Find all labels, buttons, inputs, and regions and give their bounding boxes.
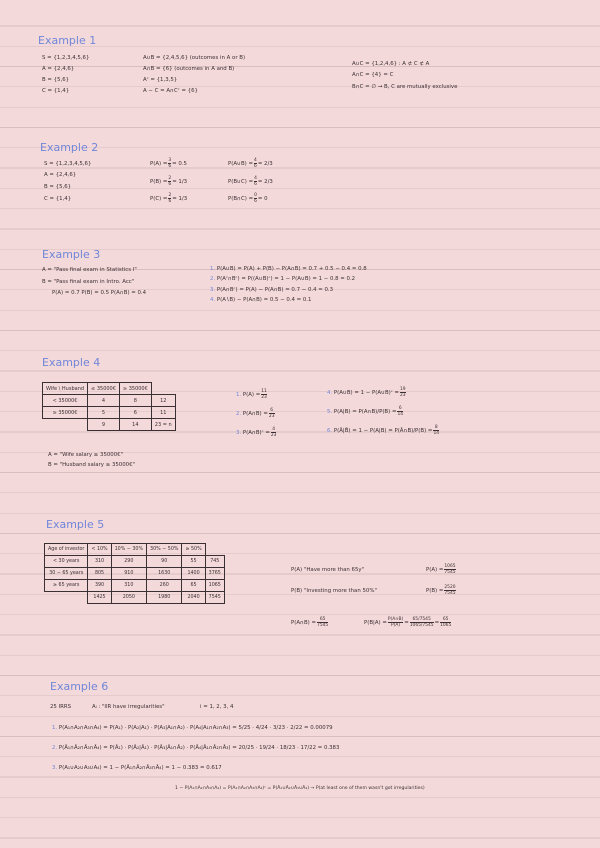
intersection-ab: A∩B = {6} (outcomes in A and B)	[143, 66, 235, 72]
table-cell: 55	[182, 556, 205, 568]
prob-b-given-a: P(B|A) = $\frac{P(A\cap B)}{P(A)}$ = $\frac{65/7545}{1065/7545}$ = $\frac{65}{1065}$	[364, 617, 452, 628]
table-cell: ≤ 35000€	[88, 383, 120, 395]
event-a-def: P(A) "Have more than 65y"	[291, 567, 365, 573]
investor-table	[44, 543, 225, 604]
table-cell	[43, 419, 88, 431]
table-cell: 11	[151, 407, 175, 419]
prob-a: P(A) = $\frac{1065}{7545}$	[426, 564, 456, 575]
ex3-item-3: 3. P(A∩Bᶜ) = P(A) − P(A∩B) = 0.7 − 0.4 = 0.3	[210, 287, 334, 293]
set-s: S = {1,2,3,4,5,6}	[42, 55, 90, 61]
example-3-heading: Example 3	[42, 248, 101, 261]
event-b-def: P(B) "Investing more than 50%"	[291, 588, 377, 594]
ex6-item-3: 3. P(A₁∪A₂∪A₃∪A₄) = 1 − P(Ā₁∩Ā₂∩Ā₃∩Ā₄) = 1 − 0.383 = 0.617	[52, 765, 222, 771]
example-1-heading: Example 1	[38, 34, 97, 47]
ex4-item-1: 1. P(A) = $\frac{11}{23}$	[236, 389, 267, 400]
ex6-population: 25 IRRS	[50, 704, 72, 710]
event-a-def: A = "Wife salary ≥ 35000€"	[48, 452, 124, 458]
table-cell: 65	[182, 580, 205, 592]
ex3-item-4: 4. P(A∖B) − P(A∩B) = 0.5 − 0.4 = 0.1	[210, 297, 312, 303]
table-cell: 2040	[182, 592, 205, 604]
table-row	[45, 544, 225, 556]
set-a: A = {2,4,6}	[42, 66, 75, 72]
ex6-index-range: i = 1, 2, 3, 4	[200, 704, 234, 710]
table-cell: < 10%	[88, 544, 111, 556]
set-c: C = {1,4}	[42, 88, 70, 94]
table-cell: Wife \ Husband	[43, 383, 88, 395]
intersection-ac: A∩C = {4} = C	[352, 72, 394, 78]
example-5-heading: Example 5	[46, 518, 105, 531]
union-ac: A∪C = {1,2,4,6} : A ⊄ C ⊄ A	[352, 61, 430, 67]
table-row	[45, 568, 225, 580]
table-cell	[151, 383, 175, 395]
complement-a: Aᶜ = {1,3,5}	[143, 77, 178, 83]
table-cell: 910	[111, 568, 146, 580]
given-probs: P(A) = 0.7 P(B) = 0.5 P(A∩B) = 0.4	[52, 290, 147, 296]
table-cell: ≥ 50%	[182, 544, 205, 556]
set-a: A = {2,4,6}	[44, 172, 77, 178]
set-b: B = {5,6}	[44, 184, 72, 190]
table-cell: 2050	[111, 592, 146, 604]
event-b-def: B = "Husband salary ≥ 35000€"	[48, 462, 135, 468]
ex4-item-6: 6. P(Ā|B̄) = 1 − P(A|B) = P(Ā∩B)/P(B) = $\frac{8}{14}$	[327, 425, 440, 436]
prob-a-int-b: P(A∩B) = $\frac{65}{7545}$	[291, 617, 329, 628]
ex6-item-1: 1. P(A₁∩A₂∩A₃∩A₄) = P(A₁) · P(A₂|A₁) · P(A₃|A₁∩A₂) · P(A₄|A₁∩A₂∩A₃) = 5/25 · 4/24 · 3/23 · 2/22 = 0.00079	[52, 725, 333, 731]
table-row	[43, 395, 176, 407]
table-cell: Age of investor	[45, 544, 88, 556]
set-s: S = {1,2,3,4,5,6}	[44, 161, 92, 167]
table-cell: 30 − 65 years	[45, 568, 88, 580]
table-cell	[45, 592, 88, 604]
salary-contingency-table	[42, 382, 176, 431]
table-cell: < 30 years	[45, 556, 88, 568]
table-row	[45, 592, 225, 604]
table-row	[43, 419, 176, 431]
prob-a: P(A) = $\frac{3}{6}$ = 0.5	[150, 158, 187, 169]
ex3-item-2: 2. P(Aᶜ∩Bᶜ) = P((A∪B)ᶜ) = 1 − P(A∪B) = 1 − 0.8 = 0.2	[210, 276, 356, 282]
table-cell: ≥ 35000€	[43, 407, 88, 419]
table-cell: 1065	[205, 580, 224, 592]
table-cell: 14	[119, 419, 151, 431]
table-cell: 310	[111, 580, 146, 592]
table-cell: 6	[119, 407, 151, 419]
table-cell: 1400	[182, 568, 205, 580]
prob-b: P(B) = $\frac{2520}{7545}$	[426, 585, 456, 596]
ex3-item-1: 1. P(A∪B) = P(A) + P(B) − P(A∩B) = 0.7 + 0.5 − 0.4 = 0.8	[210, 266, 367, 272]
table-cell: 745	[205, 556, 224, 568]
table-row	[45, 580, 225, 592]
table-cell: ≥ 35000€	[119, 383, 151, 395]
prob-b-int-c: P(B∩C) = $\frac{0}{6}$ = 0	[228, 193, 268, 204]
prob-b: P(B) = $\frac{2}{6}$ = 1/3	[150, 176, 188, 187]
event-a: A = "Pass final exam in Statistics I"	[42, 267, 137, 273]
table-cell: < 35000€	[43, 395, 88, 407]
ex4-item-5: 5. P(A|B) = P(A∩B)/P(B) = $\frac{6}{14}$	[327, 406, 404, 417]
table-cell: 30% − 50%	[147, 544, 182, 556]
table-cell: 290	[111, 556, 146, 568]
table-cell: 310	[88, 556, 111, 568]
table-cell	[205, 544, 224, 556]
table-cell: 805	[88, 568, 111, 580]
table-cell: 9	[88, 419, 120, 431]
event-b: B = "Pass final exam in Intro. Acc"	[42, 279, 135, 285]
table-row	[43, 407, 176, 419]
table-cell: 1980	[147, 592, 182, 604]
example-6-heading: Example 6	[50, 680, 109, 693]
prob-b-union-c: P(B∪C) = $\frac{4}{6}$ = 2/3	[228, 176, 273, 187]
set-b: B = {5,6}	[42, 77, 70, 83]
ex6-item-2: 2. P(Ā₁∩Ā₂∩Ā₃∩Ā₄) = P(Ā₁) · P(Ā₂|Ā₁) · P(Ā₃|Ā₁∩Ā₂) · P(Ā₄|Ā₁∩Ā₂∩Ā₃) = 20/25 · 19/24 · 18/23 · 17/22 = 0.383	[52, 745, 340, 751]
table-cell: 4	[88, 395, 120, 407]
ex4-item-3: 3. P(A∩B)ᶜ = $\frac{4}{23}$	[236, 427, 277, 438]
example-2-heading: Example 2	[40, 141, 99, 154]
table-cell: 5	[88, 407, 120, 419]
table-row	[43, 383, 176, 395]
ex4-item-4: 4. P(A∪B) = 1 − P(A∪B)ᶜ = $\frac{19}{23}$	[327, 387, 406, 398]
prob-c: P(C) = $\frac{2}{6}$ = 1/3	[150, 193, 188, 204]
example-4-heading: Example 4	[42, 356, 101, 369]
table-cell: 10% − 30%	[111, 544, 146, 556]
table-cell: 23 = n	[151, 419, 175, 431]
table-cell: 12	[151, 395, 175, 407]
ex4-item-2: 2. P(A∩B) = $\frac{6}{23}$	[236, 408, 275, 419]
set-c: C = {1,4}	[44, 196, 72, 202]
table-cell: 7545	[205, 592, 224, 604]
table-cell: 8	[119, 395, 151, 407]
union-ab: A∪B = {2,4,5,6} (outcomes in A or B)	[143, 55, 246, 61]
table-cell: 390	[88, 580, 111, 592]
table-cell: 260	[147, 580, 182, 592]
table-row	[45, 556, 225, 568]
table-cell: 1630	[147, 568, 182, 580]
table-cell: 3765	[205, 568, 224, 580]
prob-a-union-b: P(A∪B) = $\frac{4}{6}$ = 2/3	[228, 158, 273, 169]
table-cell: 90	[147, 556, 182, 568]
intersection-bc: B∩C = ∅ → B, C are mutually exclusive	[352, 84, 458, 90]
difference-ac: A − C = A∩Cᶜ = {6}	[143, 88, 198, 94]
ex6-event-def: Aᵢ : "IIR have irregularities"	[92, 704, 165, 710]
table-cell: 1425	[88, 592, 111, 604]
table-cell: ≥ 65 years	[45, 580, 88, 592]
ex6-footer-note: 1 − P(A₁∩A₂∩A₃∩A₄) = P(A₁∩A₂∩A₃∩A₄)ᶜ = P(Ā₁∪Ā₂∪Ā₃∪Ā₄) → P(at least one of them wasn't got irregularities)	[175, 786, 425, 791]
